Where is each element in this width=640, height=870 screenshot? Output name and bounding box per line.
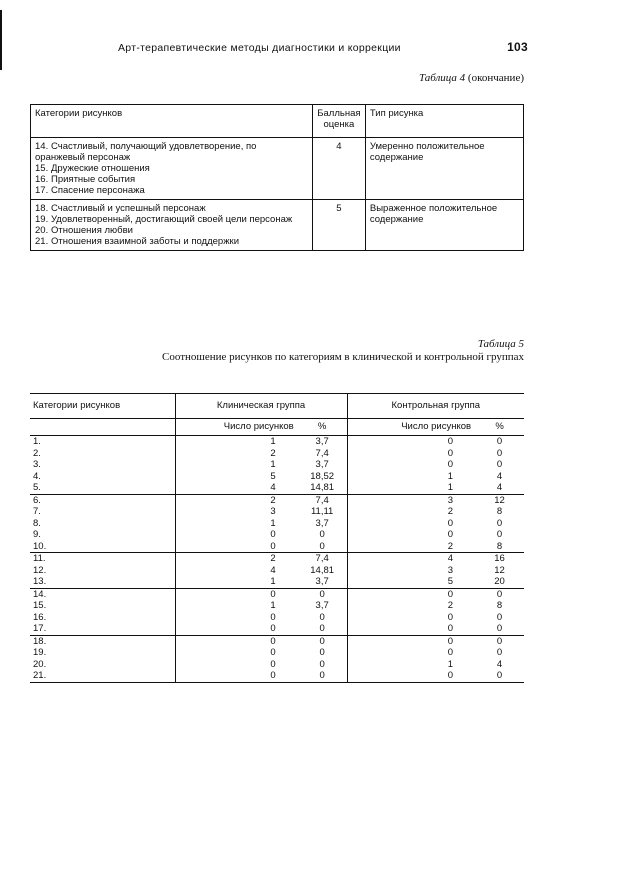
category-cell: 14. <box>30 588 175 600</box>
category-cell: 21. <box>30 670 175 682</box>
clinical-percent-cell: 0 <box>298 659 347 671</box>
clinical-count-cell: 0 <box>270 540 276 552</box>
clinical-count-cell: 4 <box>270 482 276 493</box>
table4-row-score: 4 <box>312 138 365 200</box>
clinical-percent-cell: 3,7 <box>298 436 347 448</box>
clinical-percent-cell: 0 <box>298 635 347 647</box>
clinical-count-cell: 1 <box>270 517 276 529</box>
category-cell: 16. <box>30 612 175 624</box>
page-number: 103 <box>507 40 528 54</box>
control-percent-cell: 12 <box>475 494 524 506</box>
control-percent-cell: 0 <box>496 447 503 459</box>
clinical-count-cell: 1 <box>175 436 298 448</box>
table-row <box>30 448 524 460</box>
control-count-cell: 0 <box>347 635 475 647</box>
table5-subheader-percent-clinical: % <box>298 419 347 436</box>
table-row <box>30 670 524 682</box>
control-percent-cell: 8 <box>496 540 503 552</box>
clinical-count-cell: 0 <box>270 611 276 623</box>
category-cell: 6. <box>30 494 175 506</box>
control-count-cell: 0 <box>447 647 454 658</box>
category-cell: 15. <box>30 600 175 612</box>
control-count-cell: 3 <box>347 494 475 506</box>
table4-row-score: 5 <box>312 200 365 251</box>
table4-row-type: Умеренно положительное содержание <box>365 138 523 200</box>
table-row <box>30 541 524 553</box>
category-cell: 2. <box>30 448 175 460</box>
category-cell: 20. <box>30 659 175 671</box>
table5-body <box>30 394 524 683</box>
control-count-cell: 0 <box>447 447 454 459</box>
table5-header-category: Категории рисунков <box>30 394 175 419</box>
running-head-title: Арт-терапевтические методы диагностики и коррекции <box>118 42 401 54</box>
control-percent-cell: 12 <box>494 564 505 576</box>
control-count-cell: 0 <box>447 459 454 470</box>
table4-row-items <box>31 138 313 200</box>
table-row <box>30 600 524 612</box>
control-count-cell: 0 <box>447 611 454 623</box>
control-count-cell: 2 <box>447 506 454 517</box>
clinical-percent-cell: 18,52 <box>298 471 347 483</box>
control-percent-cell: 20 <box>494 576 505 587</box>
table4-row-items <box>31 200 313 251</box>
table4-row <box>31 138 524 200</box>
control-percent-cell: 0 <box>496 529 503 540</box>
clinical-percent-cell: 0 <box>298 588 347 600</box>
table-row <box>30 612 524 624</box>
clinical-count-cell: 0 <box>270 658 276 670</box>
page-edge-mark <box>0 10 2 70</box>
table-row <box>30 436 524 448</box>
clinical-percent-cell: 3,7 <box>298 459 347 471</box>
clinical-percent-cell: 7,4 <box>298 494 347 506</box>
control-percent-cell: 0 <box>475 635 524 647</box>
control-count-cell: 0 <box>347 670 475 682</box>
category-cell: 7. <box>30 506 175 518</box>
list-item: 18. Счастливый и успешный персонаж <box>35 203 206 214</box>
category-cell: 12. <box>30 565 175 577</box>
table5-subheader-row <box>30 419 524 436</box>
control-percent-cell: 4 <box>496 482 503 493</box>
clinical-count-cell: 0 <box>175 588 298 600</box>
category-cell: 10. <box>30 541 175 553</box>
clinical-count-cell: 0 <box>270 647 276 658</box>
control-count-cell: 1 <box>447 482 454 493</box>
clinical-percent-cell: 14,81 <box>298 565 347 577</box>
table4-caption-label: Таблица 4 <box>419 72 466 84</box>
clinical-percent-cell: 0 <box>298 670 347 682</box>
list-item: 21. Отношения взаимной заботы и поддержки <box>35 236 240 247</box>
table4-caption-note: (окончание) <box>467 72 524 84</box>
table-row <box>30 588 524 600</box>
table-row <box>30 565 524 577</box>
table4 <box>30 104 524 251</box>
table4-row-type: Выраженное положительное содержание <box>365 200 523 251</box>
clinical-percent-cell: 0 <box>298 541 347 553</box>
table-row <box>30 518 524 530</box>
clinical-count-cell: 0 <box>270 623 276 634</box>
control-percent-cell: 0 <box>496 623 503 634</box>
clinical-percent-cell: 11,11 <box>298 506 347 518</box>
control-percent-cell: 0 <box>496 647 503 658</box>
clinical-count-cell: 0 <box>175 635 298 647</box>
clinical-count-cell: 1 <box>270 459 276 470</box>
clinical-percent-cell: 7,4 <box>298 448 347 460</box>
clinical-percent-cell: 0 <box>298 647 347 659</box>
table5-caption: Таблица 5 <box>477 338 524 350</box>
list-item: 20. Отношения любви <box>35 225 133 236</box>
category-cell: 4. <box>30 471 175 483</box>
table-row <box>30 471 524 483</box>
control-percent-cell: 0 <box>496 611 503 623</box>
table-row <box>30 482 524 494</box>
clinical-count-cell: 0 <box>175 670 298 682</box>
table4-row <box>31 200 524 251</box>
control-percent-cell: 4 <box>496 658 503 670</box>
table-row <box>30 576 524 588</box>
table5-subheader-empty <box>30 419 175 436</box>
clinical-count-cell: 1 <box>270 600 276 611</box>
table5 <box>30 393 524 683</box>
control-count-cell: 1 <box>447 658 454 670</box>
control-count-cell: 0 <box>347 588 475 600</box>
list-item: 17. Спасение персонажа <box>35 185 145 196</box>
table5-header-control: Контрольная группа <box>347 394 524 419</box>
table-row <box>30 459 524 471</box>
clinical-count-cell: 3 <box>270 506 276 517</box>
table5-title: Соотношение рисунков по категориям в клинической и контрольной группах <box>162 351 524 363</box>
control-percent-cell: 4 <box>496 470 503 482</box>
clinical-count-cell: 2 <box>270 447 276 459</box>
control-count-cell: 4 <box>347 553 475 565</box>
table4-header-row <box>31 105 524 138</box>
table-row <box>30 553 524 565</box>
category-cell: 11. <box>30 553 175 565</box>
category-cell: 8. <box>30 518 175 530</box>
clinical-percent-cell: 0 <box>298 623 347 635</box>
control-count-cell: 0 <box>347 436 475 448</box>
clinical-count-cell: 1 <box>270 576 276 587</box>
clinical-percent-cell: 3,7 <box>298 518 347 530</box>
list-item: 16. Приятные события <box>35 174 136 185</box>
table5-header-clinical: Клиническая группа <box>175 394 347 419</box>
control-count-cell: 3 <box>447 564 454 576</box>
table-row <box>30 647 524 659</box>
clinical-count-cell: 2 <box>175 553 298 565</box>
table-row <box>30 506 524 518</box>
control-count-cell: 2 <box>447 540 454 552</box>
table-row <box>30 623 524 635</box>
control-percent-cell: 0 <box>496 517 503 529</box>
table5-subheader-count-control: Число рисунков <box>347 419 475 436</box>
control-count-cell: 0 <box>447 517 454 529</box>
control-count-cell: 2 <box>447 600 454 611</box>
clinical-percent-cell: 3,7 <box>298 576 347 588</box>
category-cell: 19. <box>30 647 175 659</box>
control-percent-cell: 0 <box>475 670 524 682</box>
list-item: 15. Дружеские отношения <box>35 163 150 174</box>
category-cell: 13. <box>30 576 175 588</box>
category-cell: 9. <box>30 529 175 541</box>
category-cell: 1. <box>30 436 175 448</box>
clinical-count-cell: 0 <box>270 529 276 540</box>
table4-header-type: Тип рисунка <box>365 105 523 138</box>
running-head <box>118 42 528 54</box>
clinical-count-cell: 4 <box>270 564 276 576</box>
clinical-percent-cell: 3,7 <box>298 600 347 612</box>
category-cell: 18. <box>30 635 175 647</box>
clinical-count-cell: 5 <box>270 470 276 482</box>
clinical-percent-cell: 14,81 <box>298 482 347 494</box>
category-cell: 5. <box>30 482 175 494</box>
control-count-cell: 0 <box>447 623 454 634</box>
table-row <box>30 494 524 506</box>
control-percent-cell: 8 <box>496 600 503 611</box>
table5-subheader-percent-control: % <box>475 419 524 436</box>
table4-header-category: Категории рисунков <box>31 105 313 138</box>
control-percent-cell: 0 <box>496 459 503 470</box>
table4-header-score: Балльная оценка <box>312 105 365 138</box>
clinical-percent-cell: 0 <box>298 529 347 541</box>
list-item: 19. Удовлетворенный, достигающий своей цели персонаж <box>35 214 293 225</box>
table-row <box>30 529 524 541</box>
control-percent-cell: 8 <box>496 506 503 517</box>
table5-header-row <box>30 394 524 419</box>
control-count-cell: 0 <box>447 529 454 540</box>
clinical-count-cell: 2 <box>175 494 298 506</box>
clinical-percent-cell: 0 <box>298 612 347 624</box>
list-item: 14. Счастливый, получающий удовлетворение, по оранжевый персонаж <box>35 141 257 163</box>
control-percent-cell: 16 <box>475 553 524 565</box>
control-percent-cell: 0 <box>475 588 524 600</box>
control-count-cell: 1 <box>447 470 454 482</box>
control-percent-cell: 0 <box>475 436 524 448</box>
category-cell: 3. <box>30 459 175 471</box>
table4-caption <box>419 72 524 84</box>
category-cell: 17. <box>30 623 175 635</box>
control-count-cell: 5 <box>447 576 454 587</box>
table5-subheader-count-clinical: Число рисунков <box>175 419 298 436</box>
table-row <box>30 659 524 671</box>
table-row <box>30 635 524 647</box>
clinical-percent-cell: 7,4 <box>298 553 347 565</box>
